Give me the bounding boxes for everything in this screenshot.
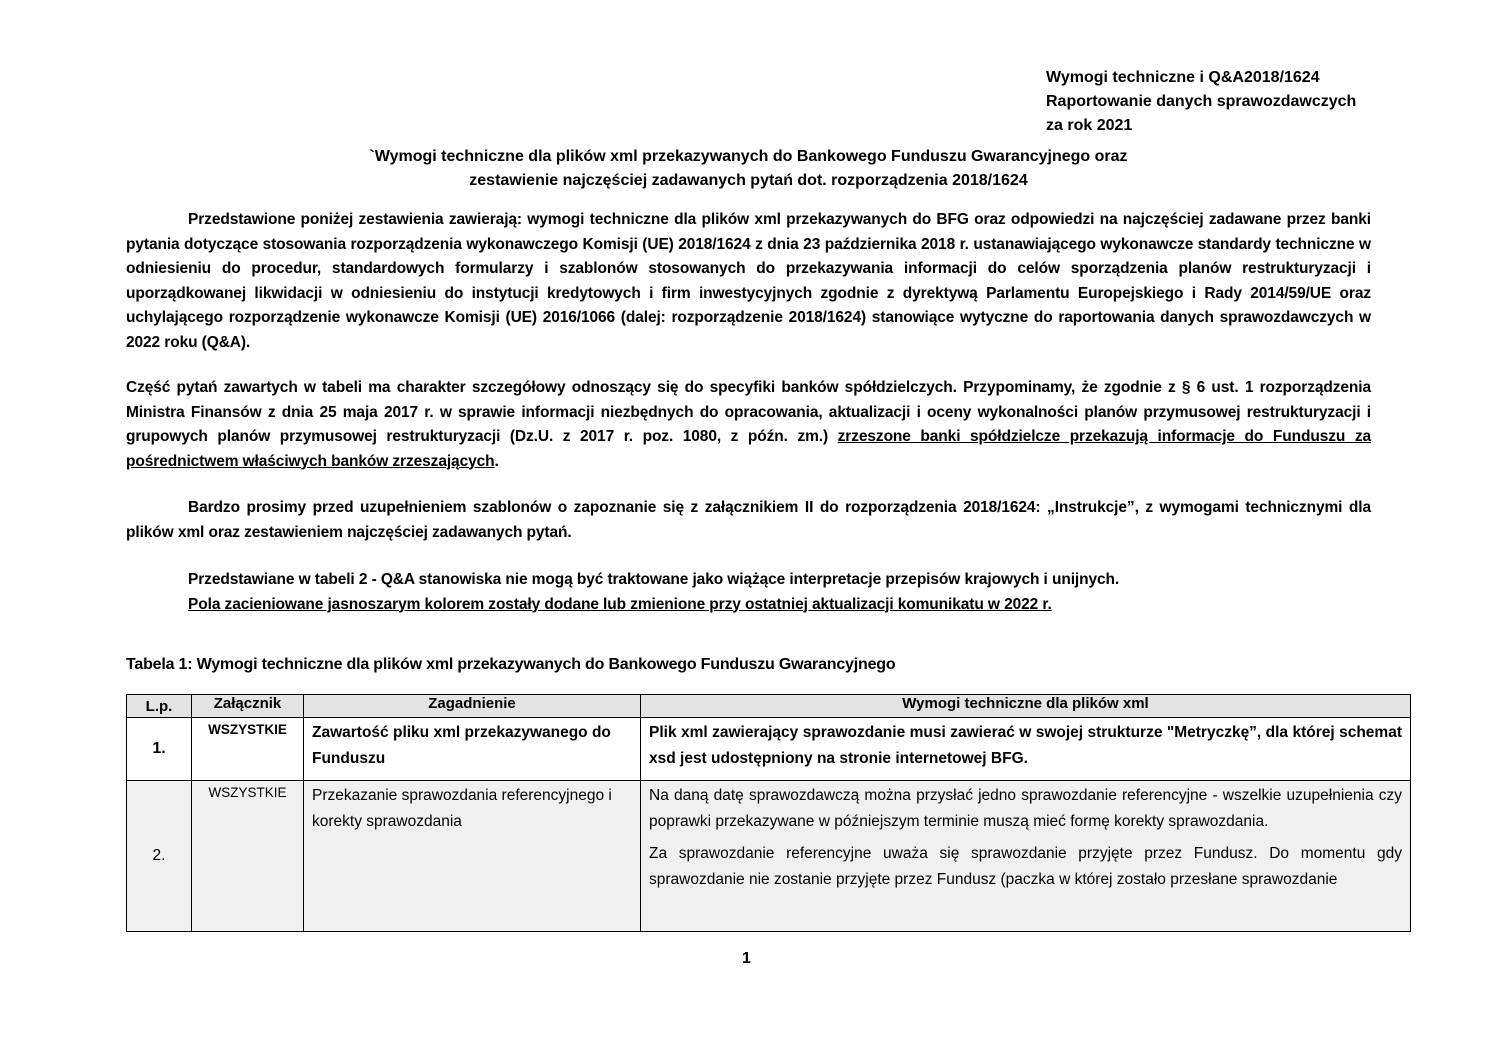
title-line-1: `Wymogi techniczne dla plików xml przekazywanych do Bankowego Funduszu Gwarancyjnego oraz [369, 148, 1128, 165]
cell-wymogi [641, 718, 1411, 781]
table-row [127, 781, 1411, 932]
paragraph-end: . [494, 452, 499, 470]
disclaimer-line-1: Przedstawiane w tabeli 2 - Q&A stanowiska nie mogą być traktowane jako wiążące interpretacje przepisów krajowych i unijnych. [188, 571, 1120, 588]
page-number: 1 [742, 950, 751, 967]
requirement-text: Za sprawozdanie referencyjne uważa się sprawozdanie przyjęte przez Fundusz. Do momentu gdy sprawozdanie nie zostanie przyjęte przez Fundusz (paczka w której zostało przesłane sprawozdanie [649, 845, 1402, 888]
intro-text: Przedstawione poniżej zestawienia zawierają: wymogi techniczne dla plików xml przekazywanych do BFG oraz odpowiedzi na najczęściej zadawane przez banki pytania dotyczące stosowania rozporządzenia wykonawczego Komisji (UE) 2018/1624 z dnia 23 października 2018 r. ustanawiającego wykonawcze standardy techniczne w odniesieniu do procedur, standardowych formularzy i szablonów stosowanych do przekazywania informacji do celów sporządzenia planów restrukturyzacji i uporządkowanej likwidacji w odniesieniu do instytucji kredytowych i firm inwestycyjnych zgodnie z dyrektywą Parlamentu Europejskiego i Rady 2014/59/UE oraz uchylającego rozporządzenie wykonawcze Komisji (UE) 2016/1066 (dalej: rozporządzenie 2018/1624) stanowiące wytyczne do raportowania danych sprawozdawczych w 2022 roku (Q&A). [126, 211, 1371, 351]
cooperative-banks-paragraph [126, 376, 1371, 474]
document-title [126, 145, 1371, 193]
cell-zagadnienie: Zawartość pliku xml przekazywanego do Funduszu [304, 718, 641, 781]
title-line-2: zestawienie najczęściej zadawanych pytań dot. rozporządzenia 2018/1624 [469, 172, 1028, 189]
disclaimer-paragraph [188, 568, 1371, 617]
disclaimer-line-2: Pola zacieniowane jasnoszarym kolorem zostały dodane lub zmienione przy ostatniej aktualizacji komunikatu w 2022 r. [188, 595, 1052, 613]
cell-zalacznik: WSZYSTKIE [192, 781, 304, 932]
intro-paragraph [126, 208, 1371, 355]
cell-wymogi [641, 781, 1411, 932]
cell-lp: 2. [127, 781, 192, 932]
header-line-3: za rok 2021 [1046, 117, 1133, 134]
column-header-lp: L.p. [127, 695, 192, 718]
header-line-1: Wymogi techniczne i Q&A2018/1624 [1046, 69, 1320, 86]
request-text: Bardzo prosimy przed uzupełnieniem szablonów o zapoznanie się z załącznikiem II do rozporządzenia 2018/1624: „Instrukcje”, z wymogami technicznymi dla plików xml oraz zestawieniem najczęściej zadawanych pytań. [126, 499, 1371, 541]
requirement-text: Plik xml zawierający sprawozdanie musi zawierać w swojej strukturze "Metryczkę”, dla której schemat xsd jest udostępniony na stronie internetowej BFG. [649, 724, 1402, 767]
table-1-title: Tabela 1: Wymogi techniczne dla plików xml przekazywanych do Bankowego Funduszu Gwarancyjnego [126, 656, 896, 673]
request-paragraph [126, 496, 1371, 545]
table-row [127, 718, 1411, 781]
technical-requirements-table [126, 694, 1411, 932]
cell-lp: 1. [127, 718, 192, 781]
document-header [1046, 66, 1406, 138]
requirement-text: Na daną datę sprawozdawczą można przysłać jedno sprawozdanie referencyjne - wszelkie uzupełnienia czy poprawki przekazywane w późniejszym terminie muszą mieć formę korekty sprawozdania. [649, 787, 1402, 830]
underlined-text: zrzeszone banki spółdzielcze przekazują informacje do Funduszu za pośrednictwem właściwych banków zrzeszających [126, 428, 1371, 470]
paragraph-text: Część pytań zawartych w tabeli ma charakter szczegółowy odnoszący się do specyfiki banków spółdzielczych. Przypominamy, że zgodnie z § 6 ust. 1 rozporządzenia Ministra Finansów z dnia 25 maja 2017 r. w sprawie informacji niezbędnych do opracowania, aktualizacji i oceny wykonalności planów przymusowej restrukturyzacji i grupowych planów przymusowej restrukturyzacji (Dz.U. z 2017 r. poz. 1080, z późn. zm.) [126, 379, 1371, 445]
cell-zagadnienie: Przekazanie sprawozdania referencyjnego i korekty sprawozdania [304, 781, 641, 932]
header-line-2: Raportowanie danych sprawozdawczych [1046, 93, 1357, 110]
table-header-row [127, 695, 1411, 718]
column-header-zalacznik: Załącznik [192, 695, 304, 718]
column-header-zagadnienie: Zagadnienie [304, 695, 641, 718]
column-header-wymogi: Wymogi techniczne dla plików xml [641, 695, 1411, 718]
cell-zalacznik: WSZYSTKIE [192, 718, 304, 781]
